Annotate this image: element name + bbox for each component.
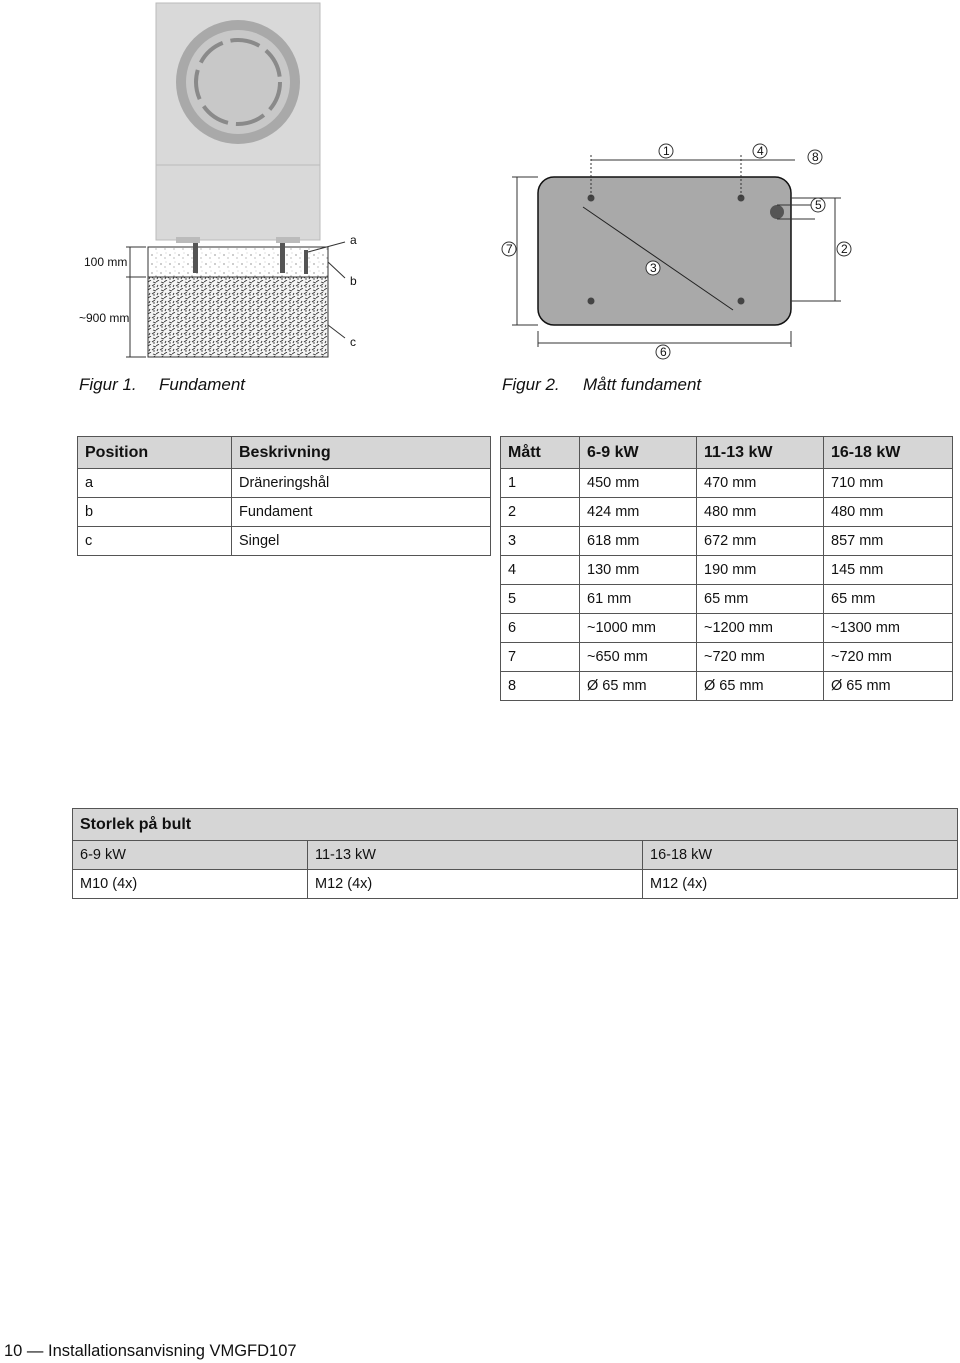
cell: 7 (501, 643, 580, 672)
cell: 145 mm (824, 556, 953, 585)
figure-1-caption-text: Fundament (159, 375, 245, 394)
marker-3: 3 (650, 261, 657, 275)
cell: ~1300 mm (824, 614, 953, 643)
marker-5: 5 (815, 198, 822, 212)
cell: 65 mm (824, 585, 953, 614)
header-6-9kw: 6-9 kW (73, 841, 308, 870)
dimension-table (500, 436, 953, 701)
header-16-18kw: 16-18 kW (824, 437, 953, 469)
header-beskrivning: Beskrivning (232, 437, 491, 469)
cell: Dräneringshål (232, 469, 491, 498)
table-row (73, 870, 958, 899)
figure-2-dimension-drawing (495, 135, 865, 365)
header-16-18kw: 16-18 kW (643, 841, 958, 870)
cell: Fundament (232, 498, 491, 527)
cell: b (78, 498, 232, 527)
cell: M12 (4x) (643, 870, 958, 899)
position-table (77, 436, 491, 556)
cell: 450 mm (580, 469, 697, 498)
marker-2: 2 (841, 242, 848, 256)
marker-1: 1 (663, 144, 670, 158)
cell: Ø 65 mm (580, 672, 697, 701)
cell: Singel (232, 527, 491, 556)
header-position: Position (78, 437, 232, 469)
cell: ~650 mm (580, 643, 697, 672)
table-header-row (73, 841, 958, 870)
bolt-table-title: Storlek på bult (73, 809, 958, 841)
cell: Ø 65 mm (697, 672, 824, 701)
cell: 8 (501, 672, 580, 701)
cell: 710 mm (824, 469, 953, 498)
dim-900mm-label: ~900 mm (79, 311, 130, 325)
cell: 1 (501, 469, 580, 498)
cell: 618 mm (580, 527, 697, 556)
table-row (78, 469, 491, 498)
table-row (501, 469, 953, 498)
table-row (78, 498, 491, 527)
cell: 5 (501, 585, 580, 614)
label-a: a (350, 233, 357, 247)
table-row (501, 614, 953, 643)
table-row (501, 672, 953, 701)
page-footer: 10 — Installationsanvisning VMGFD107 (4, 1342, 297, 1360)
table-row (78, 527, 491, 556)
cell: 190 mm (697, 556, 824, 585)
header-11-13kw: 11-13 kW (697, 437, 824, 469)
label-c: c (350, 335, 356, 349)
cell: 6 (501, 614, 580, 643)
dim-100mm-label: 100 mm (84, 255, 128, 269)
marker-6: 6 (660, 345, 667, 359)
cell: 4 (501, 556, 580, 585)
marker-8: 8 (812, 150, 819, 164)
header-matt: Mått (501, 437, 580, 469)
cell: 61 mm (580, 585, 697, 614)
cell: M12 (4x) (308, 870, 643, 899)
table-row (501, 527, 953, 556)
table-row (501, 585, 953, 614)
table-header-row (78, 437, 491, 469)
cell: ~720 mm (824, 643, 953, 672)
cell: 3 (501, 527, 580, 556)
table-row (501, 643, 953, 672)
table-row (501, 498, 953, 527)
cell: 672 mm (697, 527, 824, 556)
cell: 130 mm (580, 556, 697, 585)
cell: ~720 mm (697, 643, 824, 672)
cell: 424 mm (580, 498, 697, 527)
figure-1-caption-number: Figur 1. (79, 375, 137, 394)
marker-4: 4 (757, 144, 764, 158)
header-11-13kw: 11-13 kW (308, 841, 643, 870)
label-b: b (350, 274, 357, 288)
cell: ~1200 mm (697, 614, 824, 643)
table-header-row (501, 437, 953, 469)
marker-7: 7 (506, 242, 513, 256)
table-title-row (73, 809, 958, 841)
cell: c (78, 527, 232, 556)
bolt-size-table (72, 808, 958, 899)
cell: 857 mm (824, 527, 953, 556)
cell: Ø 65 mm (824, 672, 953, 701)
figure-2-caption-number: Figur 2. (502, 375, 560, 394)
cell: M10 (4x) (73, 870, 308, 899)
figure-2-caption-text: Mått fundament (583, 375, 702, 394)
cell: a (78, 469, 232, 498)
cell: 65 mm (697, 585, 824, 614)
cell: ~1000 mm (580, 614, 697, 643)
cell: 480 mm (824, 498, 953, 527)
header-6-9kw: 6-9 kW (580, 437, 697, 469)
cell: 470 mm (697, 469, 824, 498)
cell: 480 mm (697, 498, 824, 527)
table-row (501, 556, 953, 585)
cell: 2 (501, 498, 580, 527)
